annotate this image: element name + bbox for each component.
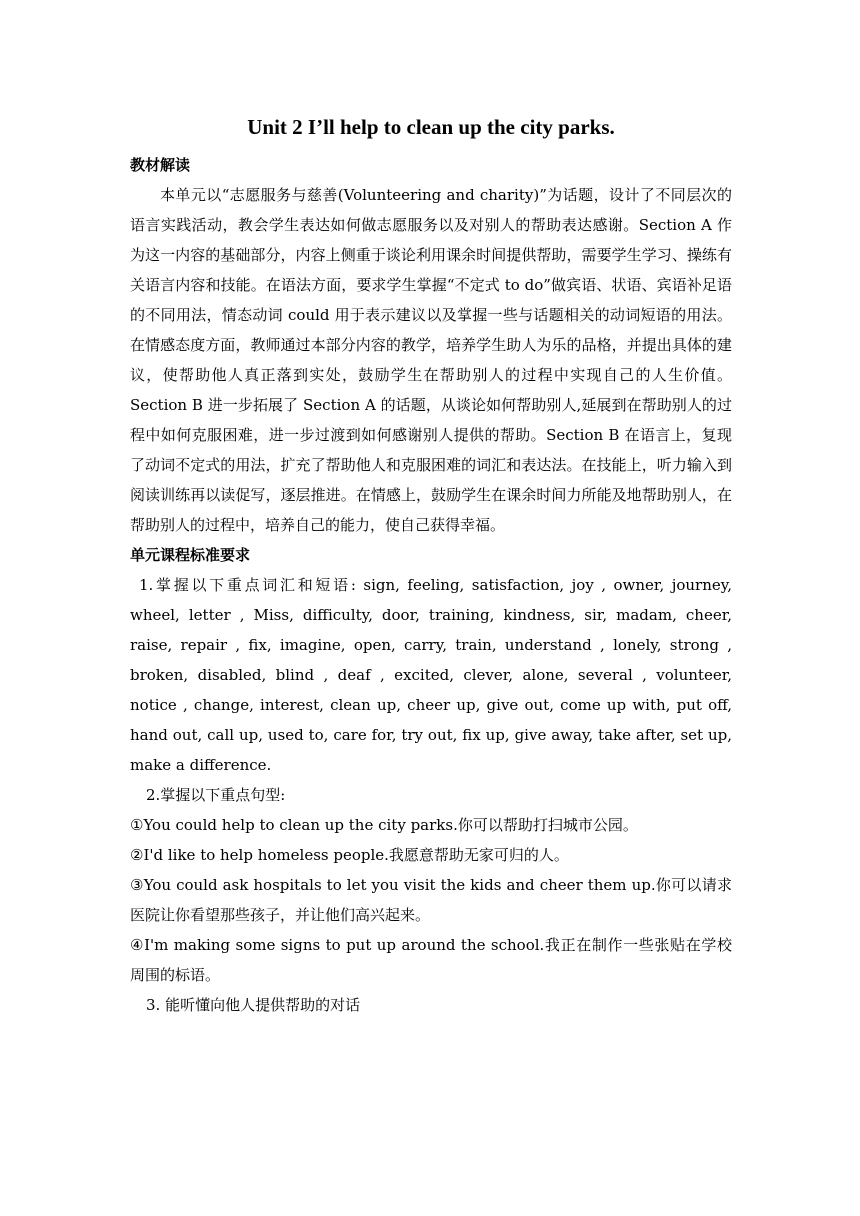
sentence-pattern-4: ④I'm making some signs to put up around the school.我正在制作一些张贴在学校周围的标语。	[130, 936, 732, 984]
sentence-pattern-2: ②I'd like to help homeless people.我愿意帮助无家可归的人。	[130, 846, 569, 864]
requirement-item-listening: 3. 能听懂向他人提供帮助的对话	[146, 996, 361, 1014]
section-body-textbook-analysis: 本单元以“志愿服务与慈善(Volunteering and charity)”为话题，设计了不同层次的语言实践活动，教会学生表达如何做志愿服务以及对别人的帮助表达感谢。Section A 作为这一内容的基础部分，内容上侧重于谈论利用课余时间提供帮助，需要学生学习、操练有关语言内容和技能。在语法方面，要求学生掌握“不定式 to do”做宾语、状语、宾语补足语的不同用法，情态动词 could 用于表示建议以及掌握一些与话题相关的动词短语的用法。在情感态度方面，教师通过本部分内容的教学，培养学生助人为乐的品格，并提出具体的建议，使帮助他人真正落到实处，鼓励学生在帮助别人的过程中实现自己的人生价值。Section B 进一步拓展了 Section A 的话题，从谈论如何帮助别人,延展到在帮助别人的过程中如何克服困难，进一步过渡到如何感谢别人提供的帮助。Section B 在语言上，复现了动词不定式的用法，扩充了帮助他人和克服困难的词汇和表达法。在技能上，听力输入到阅读训练再以读促写，逐层推进。在情感上，鼓励学生在课余时间力所能及地帮助别人，在帮助别人的过程中，培养自己的能力，使自己获得幸福。	[130, 186, 732, 534]
sentence-pattern-3: ③You could ask hospitals to let you visit the kids and cheer them up.你可以请求医院让你看望那些孩子，并让他们高兴起来。	[130, 876, 732, 924]
section-heading-curriculum-requirements: 单元课程标准要求	[130, 546, 251, 564]
requirement-item-sentence-patterns: 2.掌握以下重点句型:	[146, 786, 286, 804]
requirement-item-vocabulary: 1.掌握以下重点词汇和短语: sign, feeling, satisfaction, joy , owner, journey, wheel, letter , Miss, difficulty, door, training, kindness, sir, madam, cheer, raise, repair , fix, imagine, open, carry, train, understand , lonely, strong , broken, disabled, blind , deaf , excited, clever, alone, several , volunteer, notice , change, interest, clean up, cheer up, give out, come up with, put off, hand out, call up, used to, care for, try out, fix up, give away, take after, set up, make a difference.	[130, 576, 732, 774]
sentence-pattern-1: ①You could help to clean up the city parks.你可以帮助打扫城市公园。	[130, 816, 638, 834]
section-heading-textbook-analysis: 教材解读	[130, 156, 191, 174]
document-title: Unit 2 I’ll help to clean up the city parks.	[247, 115, 615, 139]
document-page	[130, 112, 732, 1020]
